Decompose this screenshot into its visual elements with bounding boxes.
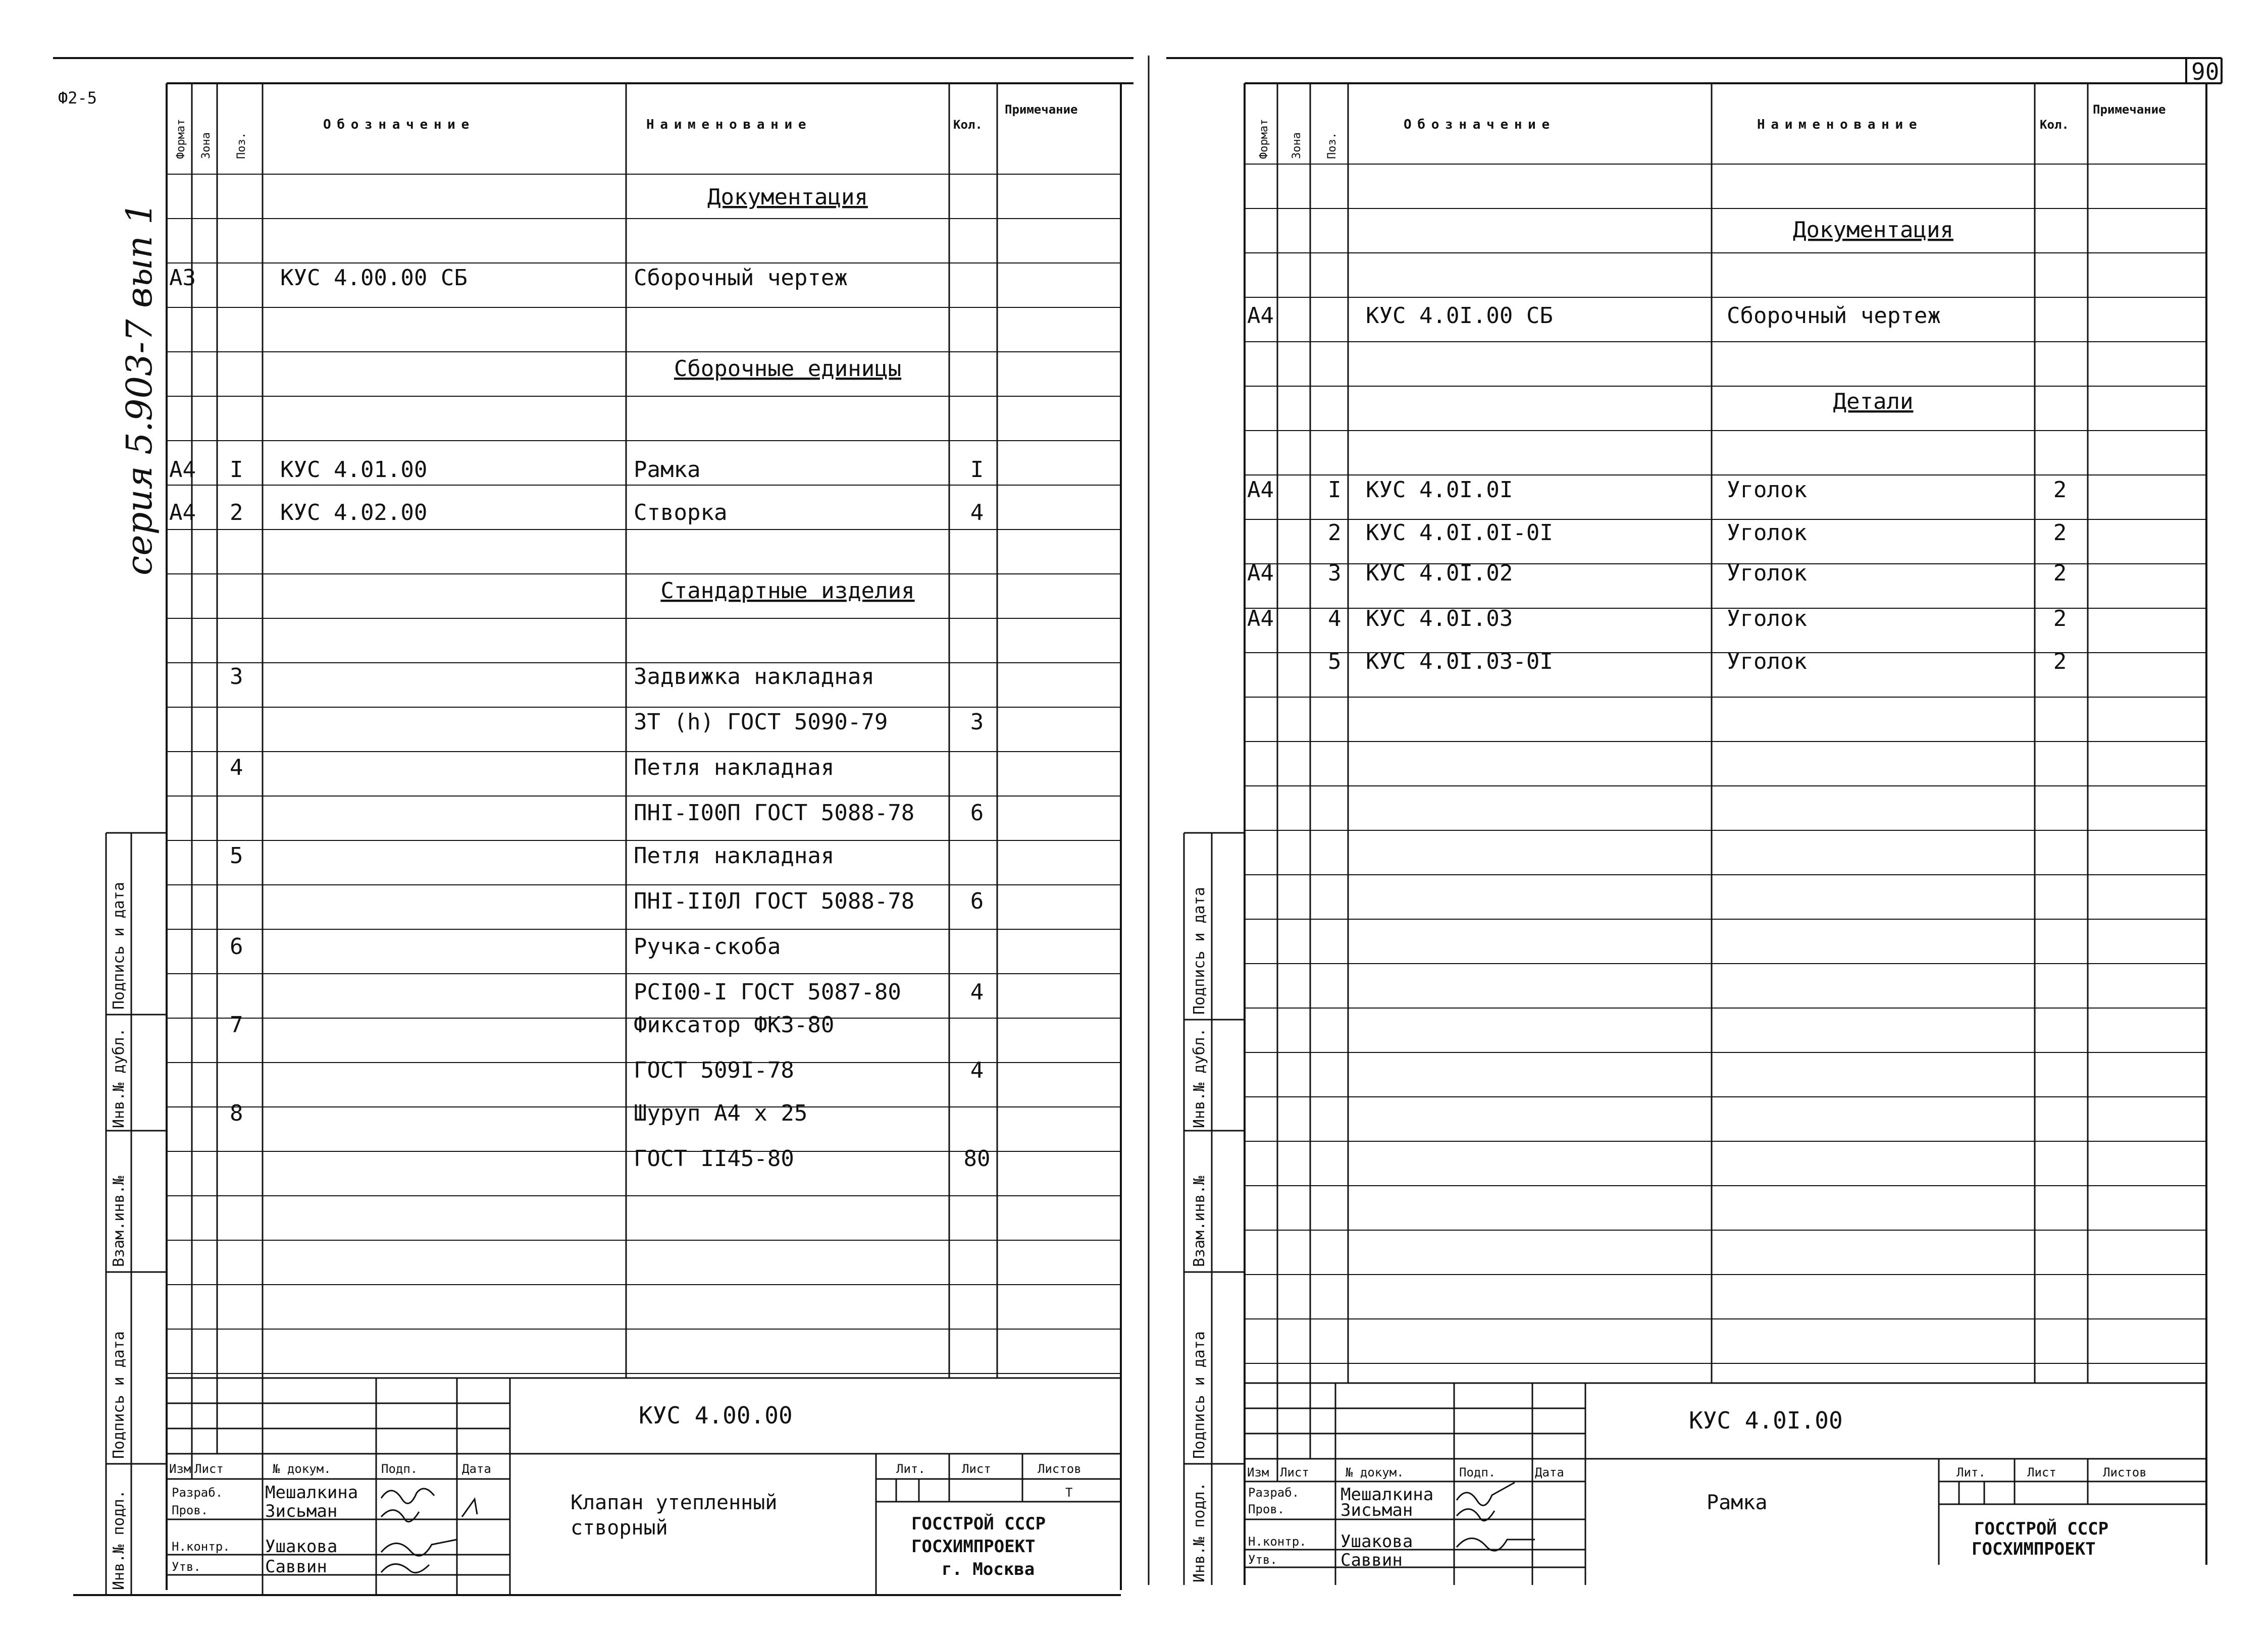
left-sheet-frame [53,58,1133,1595]
right-hdr-note: Примечание [2093,102,2166,117]
right-org1: ГОССТРОЙ СССР [1974,1519,2109,1539]
spec-row [230,934,781,960]
row-name: Петля накладная [634,755,835,780]
row-format: А4 [1247,477,1274,503]
right-hdr-date: Дата [1535,1465,1564,1479]
row-name: Сборочный чертеж [1727,303,1941,329]
spec-row [634,800,984,826]
left-role-dev: Разраб. [172,1486,223,1500]
left-hdr-doc: № докум. [273,1462,331,1476]
left-side-sign-date-1: Подпись и дата [110,882,128,1010]
right-hdr-pos: Поз. [1326,132,1338,159]
row-name: Уголок [1727,606,1807,631]
right-title-line1: Рамка [1707,1491,1768,1514]
right-side-vzam-inv: Взам.инв.№ [1191,1176,1208,1267]
row-qty: 2 [2053,649,2067,674]
left-hdr-note: Примечание [1005,102,1078,117]
signature-left-dev [381,1489,434,1503]
right-title-block [1247,1407,2147,1570]
left-org1: ГОССТРОЙ СССР [911,1514,1046,1534]
spec-row [230,1012,834,1038]
section-heading: Детали [1833,389,1914,414]
left-hdr-zone: Зона [200,132,213,159]
right-role-app: Утв. [1248,1553,1277,1567]
row-qty: 80 [963,1146,991,1172]
right-sheets: Листов [2103,1465,2147,1479]
right-name-nk: Ушакова [1341,1531,1413,1552]
left-side-sign-date-2: Подпись и дата [110,1331,128,1459]
row-qty: 4 [970,1057,984,1083]
row-name: Ручка-скоба [634,934,781,960]
section-heading: Документация [1793,217,1953,243]
left-title-line1: Клапан утепленный [571,1491,778,1514]
row-designation: КУС 4.0I.0I [1366,477,1513,503]
spec-row [634,1146,990,1172]
left-hdr-format: Формат [175,119,187,159]
left-role-nk: Н.контр. [172,1540,230,1554]
signature-right-dev [1457,1483,1515,1505]
row-pos: 2 [230,500,243,525]
row-pos: 7 [230,1012,243,1038]
right-side-sign-date-1: Подпись и дата [1191,887,1208,1015]
spec-row [230,1100,807,1126]
row-designation: КУС 4.02.00 [280,500,428,525]
row-qty: 3 [970,709,984,735]
row-designation: КУС 4.0I.03 [1366,606,1513,631]
spec-row [230,664,874,690]
series-label: серия 5.903-7 вып 1 [119,202,160,575]
left-hdr-list: Лист [194,1462,224,1476]
right-sheet-frame [1166,58,2222,1585]
left-org3: г. Москва [942,1559,1035,1579]
left-sheets-value: Т [1065,1486,1073,1500]
row-designation: КУС 4.0I.02 [1366,560,1513,586]
left-hdr-name: Наименование [646,117,812,132]
row-pos: I [1328,477,1342,503]
right-hdr-sign: Подп. [1459,1465,1496,1479]
spec-row [634,979,984,1005]
row-name: ГОСТ II45-80 [634,1146,794,1172]
signature-left-app [381,1564,429,1573]
left-side-vzam-inv: Взам.инв.№ [110,1176,128,1267]
row-format: А4 [169,457,196,483]
row-name: Шуруп А4 x 25 [634,1100,808,1126]
right-hdr-qty: Кол. [2040,118,2069,132]
spec-row [634,888,984,914]
left-lit: Лит. [896,1462,925,1476]
right-role-dev: Разраб. [1248,1486,1300,1500]
row-pos: 3 [230,664,243,690]
row-name: ПНI-I00П ГОСТ 5088-78 [634,800,915,826]
right-side-inv-dubl: Инв.№ дубл. [1191,1028,1208,1128]
left-hdr-izm: Изм [169,1462,191,1476]
row-name: Уголок [1727,477,1807,503]
left-name-nk: Ушакова [265,1537,338,1557]
row-name: PCI00-I ГОСТ 5087-80 [634,979,901,1005]
spec-row [1247,477,2067,503]
row-name: ГОСТ 509I-78 [634,1057,794,1083]
row-format: А3 [169,265,196,291]
row-pos: 3 [1328,560,1342,586]
row-qty: 6 [970,800,984,826]
left-hdr-designation: Обозначение [323,117,475,132]
spec-row [1247,303,1941,329]
spec-row [634,709,984,735]
right-row-lines [1245,164,2206,1363]
row-pos: 4 [230,755,243,780]
row-designation: КУС 4.01.00 [280,457,428,483]
left-hdr-date: Дата [462,1462,491,1476]
row-name: Створка [634,500,728,525]
right-column-lines [1277,83,2088,1383]
row-format: А4 [1247,606,1274,631]
spec-row [707,184,868,210]
right-hdr-zone: Зона [1291,132,1303,159]
left-spec-rows [169,184,990,1172]
left-hdr-pos: Поз. [235,132,248,159]
signature-left-chk [381,1499,477,1522]
right-hdr-list: Лист [1280,1465,1309,1479]
row-qty: 2 [2053,477,2067,503]
spec-row [169,457,984,483]
right-side-inv-podl: Инв.№ подл. [1191,1482,1208,1582]
row-pos: 2 [1328,520,1342,546]
signature-left-nk [381,1540,457,1556]
row-name: Задвижка накладная [634,664,874,690]
left-role-chk: Пров. [172,1503,209,1517]
row-name: Уголок [1727,560,1807,586]
row-name: Сборочный чертеж [634,265,848,291]
left-name-app: Саввин [265,1557,327,1577]
row-qty: I [970,457,984,483]
row-name: ПНI-II0Л ГОСТ 5088-78 [634,888,915,914]
row-name: Уголок [1727,520,1807,546]
right-hdr-izm: Изм [1247,1465,1269,1479]
left-side-labels [110,882,128,1590]
row-name: Фиксатор ФКЗ-80 [634,1012,835,1038]
page-number: 90 [2191,58,2220,85]
left-sheet: Лист [962,1462,991,1476]
spec-row [1328,520,2067,546]
left-side-inv-podl: Инв.№ подл. [110,1490,128,1590]
left-role-app: Утв. [172,1560,201,1574]
left-doc-code: КУС 4.00.00 [639,1402,793,1429]
row-qty: 6 [970,888,984,914]
spec-row [660,578,914,604]
row-designation: КУС 4.00.00 СБ [280,265,468,291]
row-name: Уголок [1727,649,1807,674]
left-hdr-sign: Подп. [381,1462,418,1476]
section-heading: Сборочные единицы [674,356,902,382]
right-name-dev: Мешалкина [1341,1485,1434,1505]
row-pos: 5 [230,843,243,869]
left-sheets: Листов [1038,1462,1081,1476]
left-name-chk: Зисьман [265,1501,338,1521]
row-qty: 2 [2053,560,2067,586]
right-side-labels [1191,887,1208,1582]
right-sheet: Лист [2027,1465,2056,1479]
right-hdr-format: Формат [1258,119,1270,159]
row-pos: 6 [230,934,243,960]
row-format: А4 [1247,560,1274,586]
right-side-sign-date-2: Подпись и дата [1191,1331,1208,1459]
right-hdr-designation: Обозначение [1404,117,1556,132]
row-name: ЗТ (h) ГОСТ 5090-79 [634,709,888,735]
spec-row [1833,389,1914,414]
right-spec-rows [1247,217,2067,674]
right-hdr-name: Наименование [1757,117,1923,132]
spec-row [230,843,834,869]
spec-row [169,265,848,291]
row-designation: КУС 4.0I.03-0I [1366,649,1553,674]
row-qty: 2 [2053,606,2067,631]
row-pos: 8 [230,1100,243,1126]
row-format: А4 [1247,303,1274,329]
left-name-dev: Мешалкина [265,1483,358,1503]
row-qty: 4 [970,500,984,525]
row-format: А4 [169,500,196,525]
right-role-nk: Н.контр. [1248,1534,1307,1549]
left-title-line2: створный [571,1516,668,1540]
row-pos: I [230,457,243,483]
right-lit: Лит. [1956,1465,1986,1479]
row-name: Петля накладная [634,843,835,869]
right-org2: ГОСХИМПРОЕКТ [1972,1539,2096,1559]
right-role-chk: Пров. [1248,1502,1285,1516]
row-pos: 5 [1328,649,1342,674]
row-designation: КУС 4.0I.0I-0I [1366,520,1553,546]
spec-row [169,500,984,525]
row-qty: 4 [970,979,984,1005]
row-name: Рамка [634,457,701,483]
row-pos: 4 [1328,606,1342,631]
row-designation: КУС 4.0I.00 СБ [1366,303,1553,329]
spec-row [230,755,834,780]
left-hdr-qty: Кол. [953,118,983,132]
left-org2: ГОСХИМПРОЕКТ [911,1537,1036,1557]
left-side-inv-dubl: Инв.№ дубл. [110,1028,128,1128]
spec-row [674,356,901,382]
right-hdr-doc: № докум. [1346,1465,1404,1479]
section-heading: Стандартные изделия [660,578,915,604]
spec-row [1793,217,1953,243]
right-name-app: Саввин [1341,1550,1403,1570]
section-heading: Документация [707,184,868,210]
spec-row [634,1057,984,1083]
corner-mark: Ф2-5 [58,88,97,108]
right-name-chk: Зисьман [1341,1500,1413,1520]
spec-row [1247,606,2067,631]
row-qty: 2 [2053,520,2067,546]
right-doc-code: КУС 4.0I.00 [1689,1407,1843,1434]
